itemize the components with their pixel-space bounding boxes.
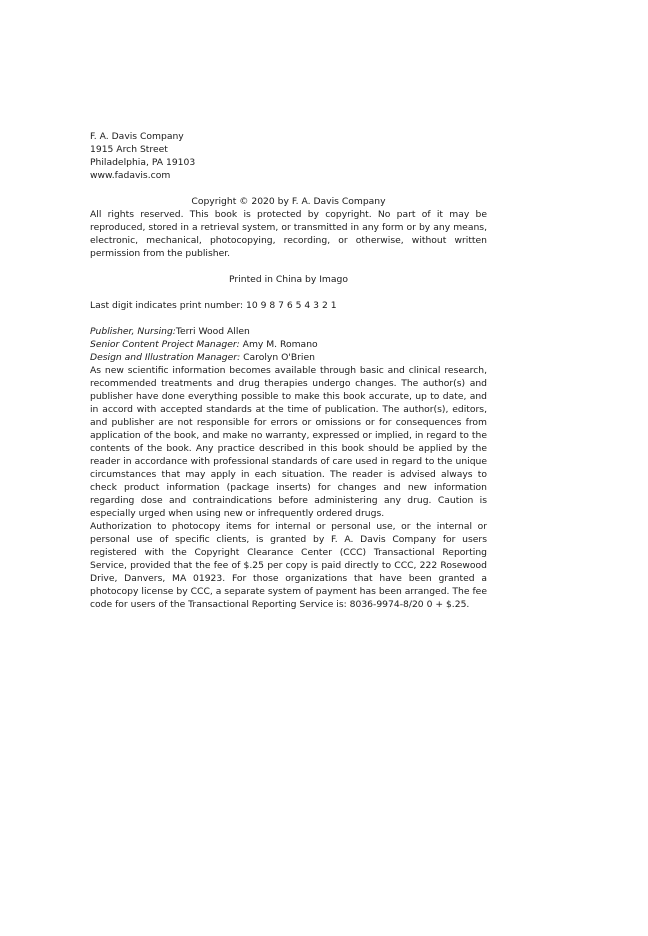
copyright-notice: Copyright © 2020 by F. A. Davis Company [191,196,386,207]
credit-publisher [90,325,487,338]
authorization-notice: Authorization to photocopy items for internal or personal use, or the internal or personal use of specific clients, is granted by F. A. Davis Company for users registered with the Copyright Clearance Center (CCC) Transactional Reporting Service, provided that the fee of $.25 per copy is paid directly to CCC, 222 Rosewood Drive, Danvers, MA 01923. For those organizations that have been granted a photocopy license by CCC, a separate system of payment has been arranged. The fee code for users of the Transactional Reporting Service is: 8036-9974-8/20 0 + $.25. [90,521,487,610]
credit-project-manager [90,338,487,351]
website: www.fadavis.com [90,170,171,181]
credit-role: Design and Illustration Manager: [90,352,241,363]
rights-reserved: All rights reserved. This book is protected by copyright. No part of it may be reproduced, stored in a retrieval system, or transmitted in any form or by any means, electronic, mechanical, photocopying, recording, or otherwise, without written permission from the publisher. [90,209,487,259]
disclaimer: As new scientific information becomes available through basic and clinical research, recommended treatments and drug therapies undergo changes. The author(s) and publisher have done everything possible to make this book accurate, up to date, and in accord with accepted standards at the time of publication. The author(s), editors, and publisher are not responsible for errors or omissions or for consequences from application of the book, and make no warranty, expressed or implied, in regard to the contents of the book. Any practice described in this book should be applied by the reader in accordance with professional standards of care used in regard to the unique circumstances that may apply in each situation. The reader is advised always to check product information (package inserts) for changes and new information regarding dose and contraindications before administering any drug. Caution is especially urged when using new or infrequently ordered drugs. [90,365,487,519]
city-state-zip: Philadelphia, PA 19103 [90,157,196,168]
credits [90,325,487,364]
credit-name: Carolyn O'Brien [243,352,315,363]
copyright-page [90,130,487,611]
company-name: F. A. Davis Company [90,131,184,142]
credit-name: Terri Wood Allen [175,326,250,337]
credit-role: Publisher, Nursing: [90,326,176,337]
printed-in: Printed in China by Imago [229,274,348,285]
credit-name: Amy M. Romano [242,339,318,350]
credit-design-manager [90,351,487,364]
print-number: Last digit indicates print number: 10 9 8 7 6 5 4 3 2 1 [90,300,337,311]
street-address: 1915 Arch Street [90,144,168,155]
publisher-address [90,130,487,182]
credit-role: Senior Content Project Manager: [90,339,240,350]
